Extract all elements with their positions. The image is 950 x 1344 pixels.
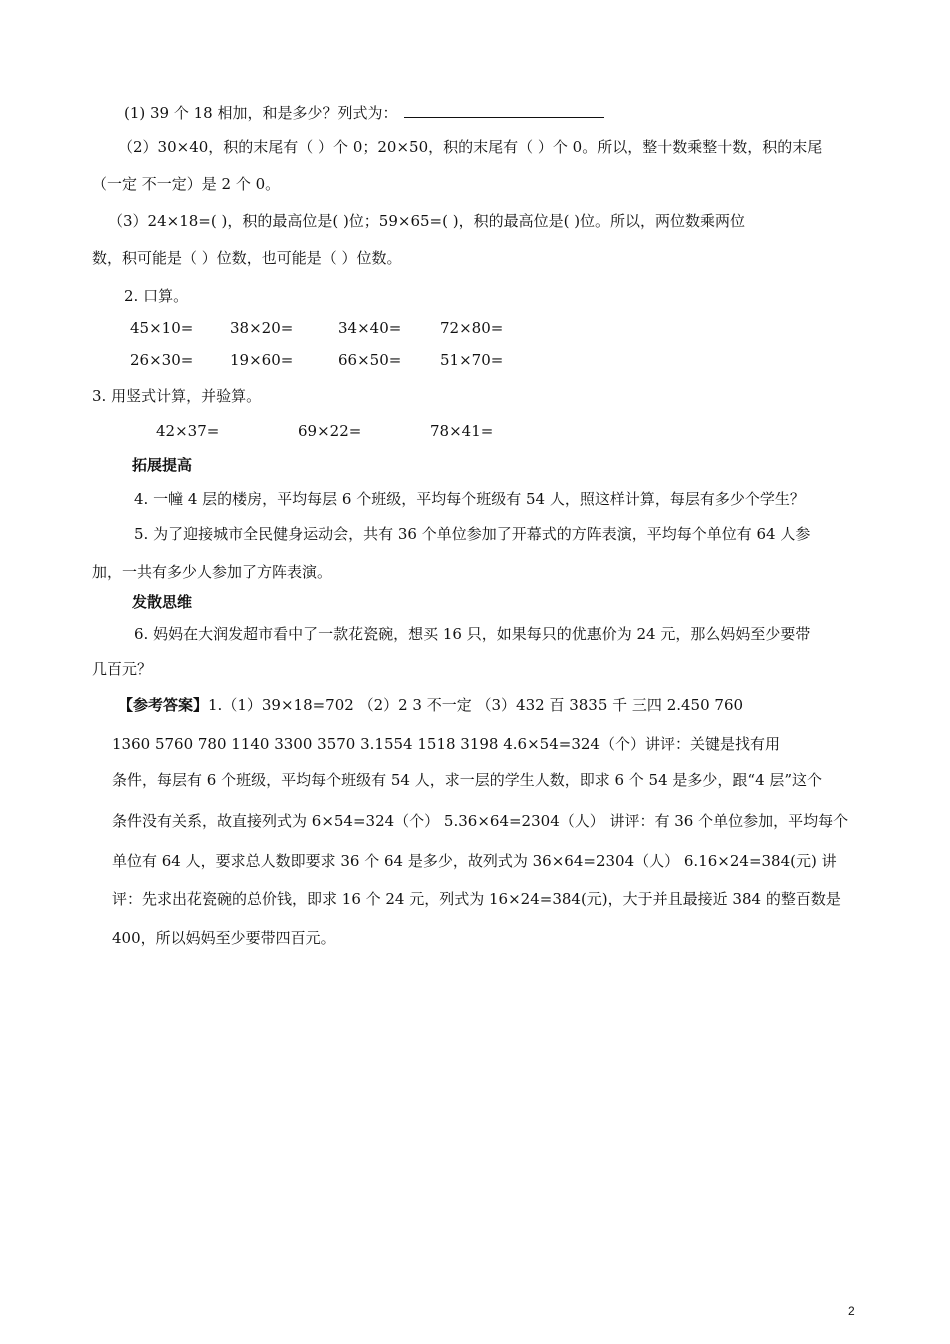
answer-line6: 评：先求出花瓷碗的总价钱，即求 16 个 24 元，列式为 16×24=384(元)，大于并且最接近 384 的整百数是 — [112, 890, 841, 908]
answer-line5: 单位有 64 人，要求总人数即要求 36 个 64 是多少，故列式为 36×64=2304（人） 6.16×24=384(元) 讲 — [112, 852, 837, 870]
q3-heading: 3. 用竖式计算，并验算。 — [92, 387, 262, 405]
q2-r1c3: 34×40= — [338, 319, 402, 337]
answer-line3: 条件，每层有 6 个班级，平均每个班级有 54 人，求一层的学生人数，即求 6 个 54 是多少，跟“4 层”这个 — [112, 771, 823, 789]
q2-r1c1: 45×10= — [130, 319, 194, 337]
q1-line4: （3）24×18=( )，积的最高位是( )位；59×65=( )，积的最高位是( )位。所以，两位数乘两位 — [108, 212, 746, 230]
q1-line1-text: (1) 39 个 18 相加，和是多少？列式为： — [124, 104, 398, 122]
q6-line1: 6. 妈妈在大润发超市看中了一款花瓷碗，想买 16 只，如果每只的优惠价为 24 元，那么妈妈至少要带 — [134, 625, 811, 643]
answer-line1 — [118, 695, 743, 715]
q5-line2: 加，一共有多少人参加了方阵表演。 — [92, 563, 333, 581]
answer-line4: 条件没有关系，故直接列式为 6×54=324（个） 5.36×64=2304（人） 讲评：有 36 个单位参加，平均每个 — [112, 812, 849, 830]
answer-line1-text: 1.（1）39×18=702 （2）2 3 不一定 （3）432 百 3835 千 三四 2.450 760 — [208, 696, 744, 714]
q3-item1: 42×37= — [156, 422, 220, 440]
q6-line2: 几百元？ — [92, 660, 153, 678]
page-number: 2 — [848, 1304, 855, 1318]
q2-r1c2: 38×20= — [230, 319, 294, 337]
q2-r2c1: 26×30= — [130, 351, 194, 369]
q2-r2c2: 19×60= — [230, 351, 294, 369]
q2-heading: 2. 口算。 — [124, 287, 189, 305]
q2-r2c4: 51×70= — [440, 351, 504, 369]
q4-text: 4. 一幢 4 层的楼房，平均每层 6 个班级，平均每个班级有 54 人，照这样计算，每层有多少个学生？ — [134, 490, 805, 508]
answer-line2: 1360 5760 780 1140 3300 3570 3.1554 1518 3198 4.6×54=324（个）讲评：关键是找有用 — [112, 735, 780, 753]
answer-blank-line — [404, 103, 604, 118]
answer-label: 【参考答案】 — [118, 696, 209, 714]
q3-item2: 69×22= — [298, 422, 362, 440]
section-divergent-heading: 发散思维 — [132, 593, 193, 611]
q3-item3: 78×41= — [430, 422, 494, 440]
q1-line3: （一定 不一定）是 2 个 0。 — [92, 175, 281, 193]
q1-line5: 数，积可能是（ ）位数，也可能是（ ）位数。 — [92, 249, 402, 267]
q2-r1c4: 72×80= — [440, 319, 504, 337]
q1-line1 — [124, 103, 604, 123]
q2-r2c3: 66×50= — [338, 351, 402, 369]
q5-line1: 5. 为了迎接城市全民健身运动会，共有 36 个单位参加了开幕式的方阵表演，平均每个单位有 64 人参 — [134, 525, 811, 543]
q1-line2: （2）30×40，积的末尾有（ ）个 0；20×50，积的末尾有（ ）个 0。所以，整十数乘整十数，积的末尾 — [118, 138, 823, 156]
answer-line7: 400，所以妈妈至少要带四百元。 — [112, 929, 336, 947]
section-extend-heading: 拓展提高 — [132, 456, 193, 474]
